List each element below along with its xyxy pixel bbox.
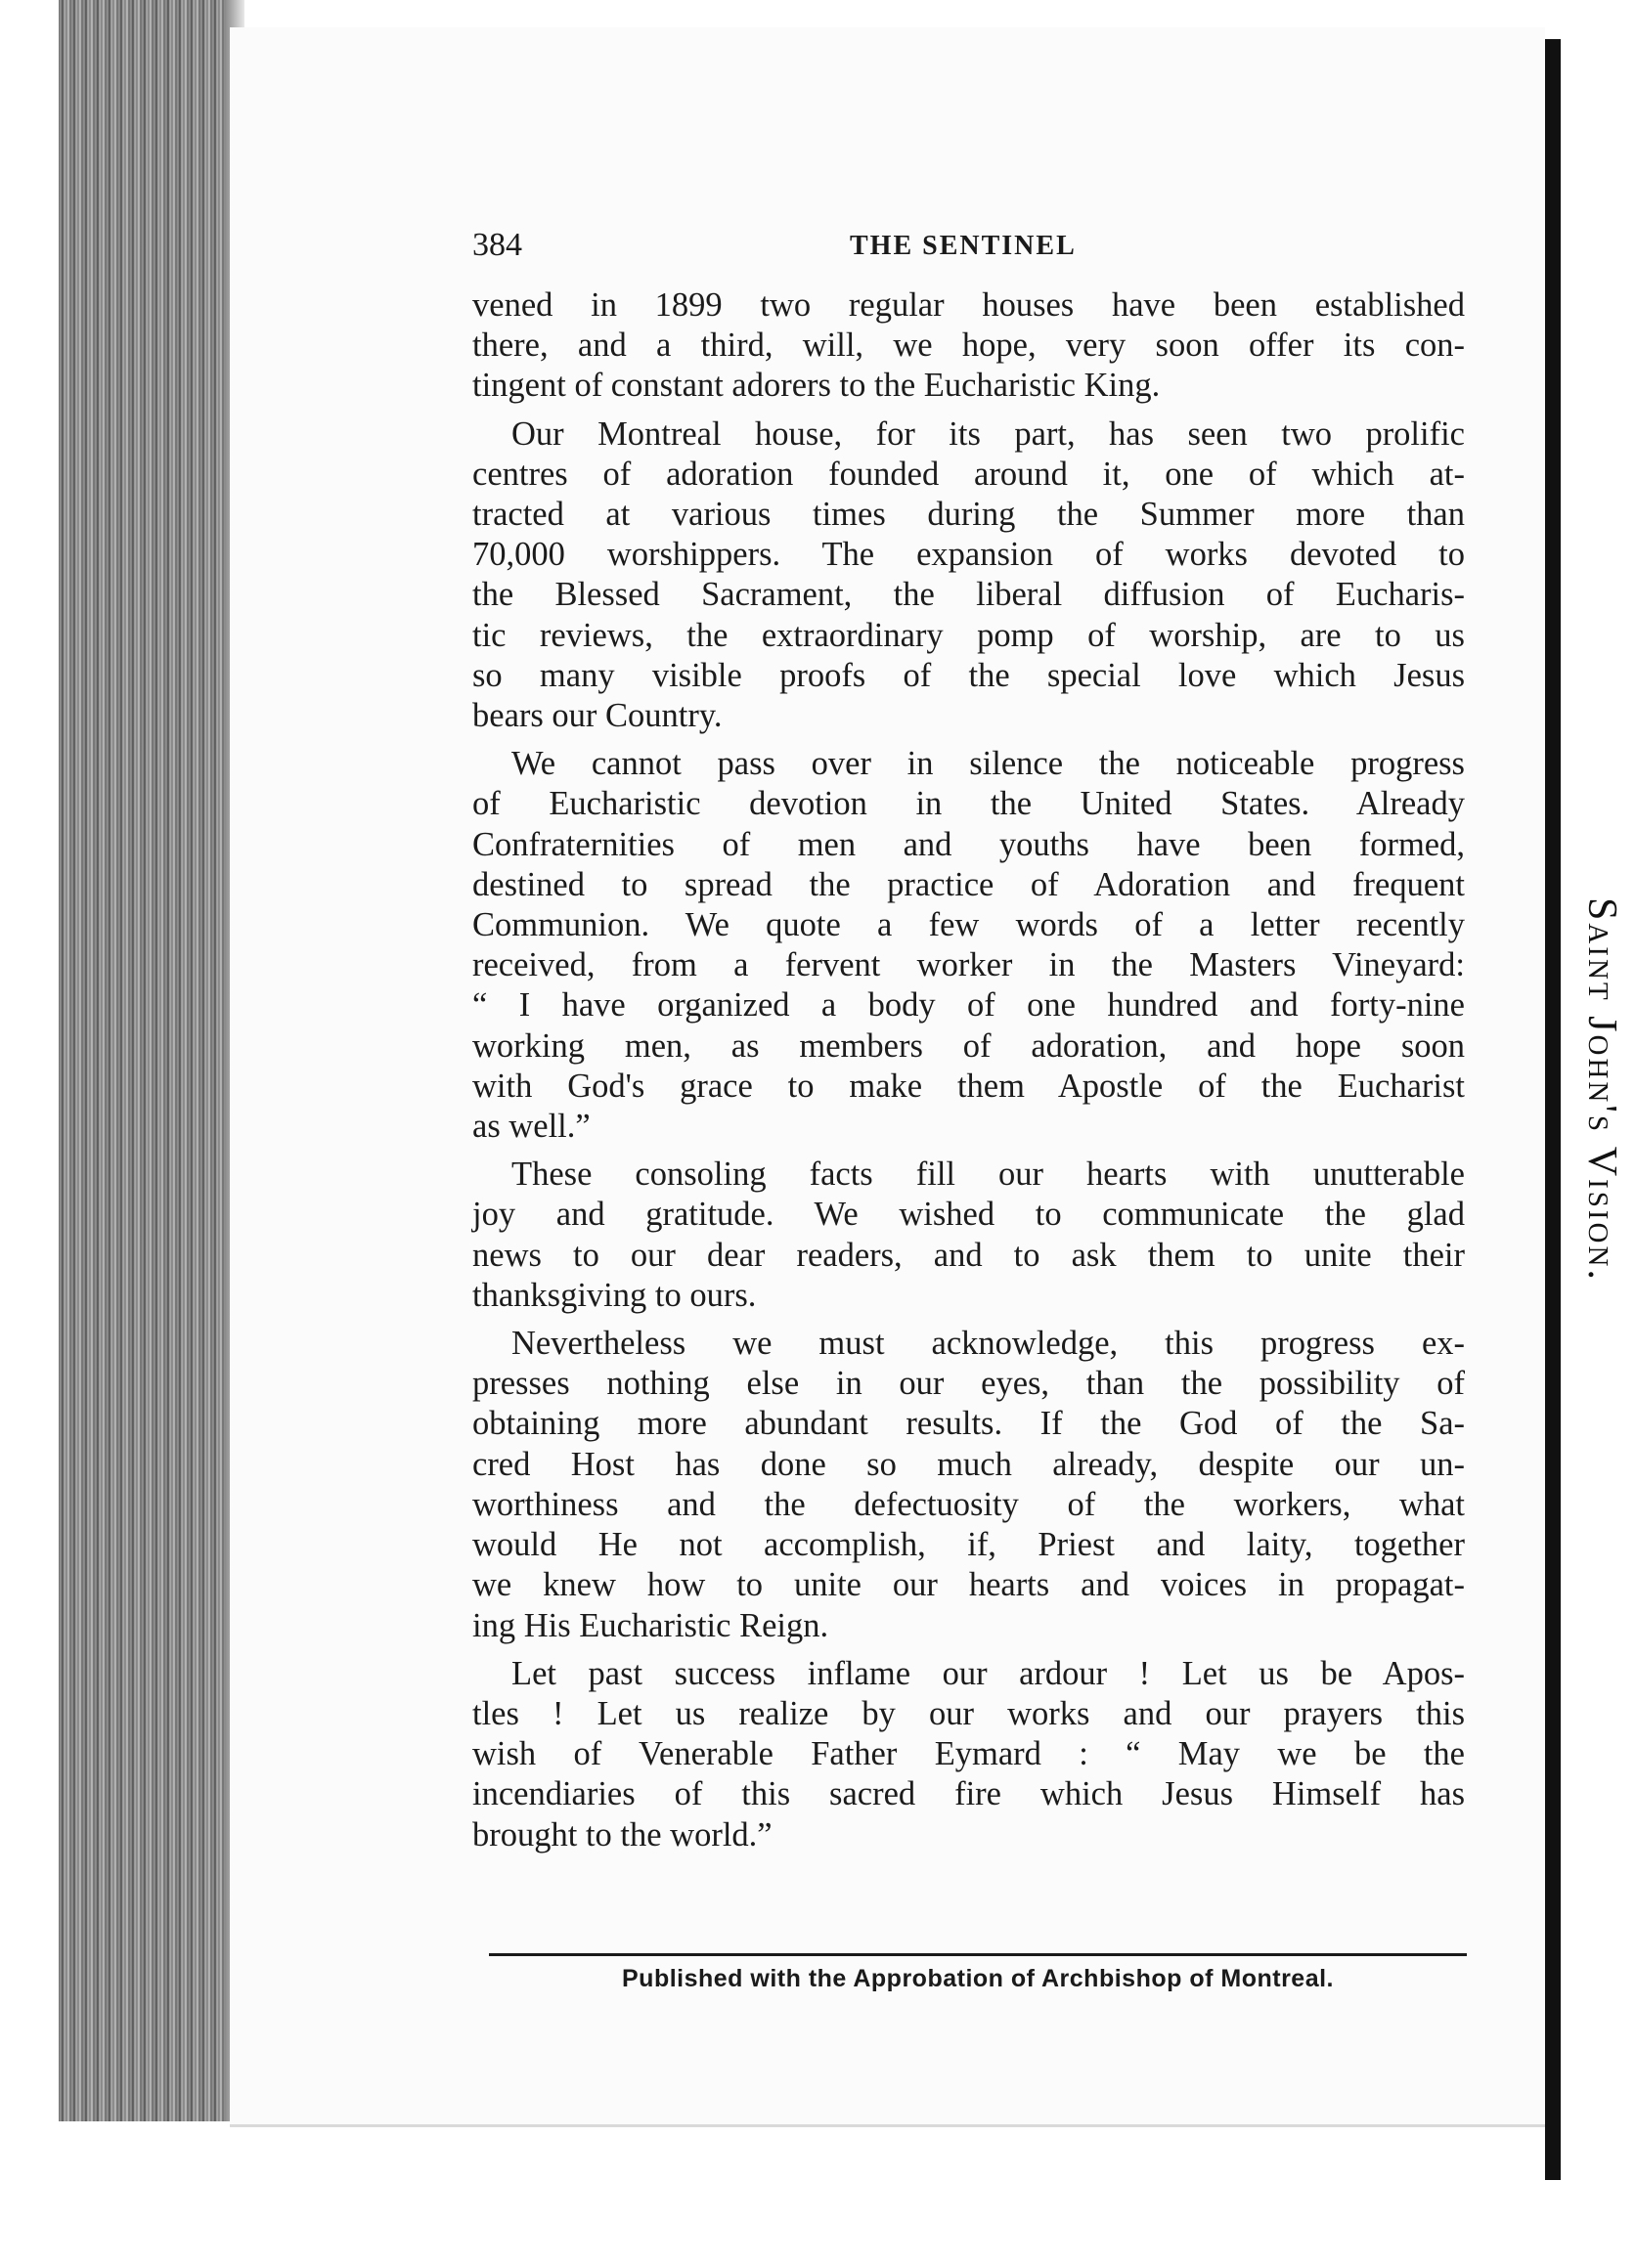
text-line: received, from a fervent worker in the Masters Vineyard: (472, 946, 1465, 984)
text-line: thanksgiving to ours. (472, 1276, 757, 1314)
side-title (1572, 816, 1631, 1364)
paragraph (472, 285, 1465, 407)
text-line: These consoling facts fill our hearts with unutterable (511, 1156, 1465, 1194)
text-line: wish of Venerable Father Eymard : “ May we be the (472, 1735, 1465, 1773)
text-line: would He not accomplish, if, Priest and laity, together (472, 1526, 1465, 1564)
text-line: there, and a third, will, we hope, very soon offer its con- (472, 327, 1465, 365)
text-line: we knew how to unite our hearts and voices in propagat- (472, 1566, 1465, 1604)
text-line: bears our Country. (472, 697, 723, 735)
paragraph (472, 744, 1465, 1147)
text-line: so many visible proofs of the special love which Jesus (472, 656, 1465, 694)
page-number: 384 (472, 227, 522, 263)
text-line: presses nothing else in our eyes, than the possibility of (472, 1365, 1465, 1403)
text-line: working men, as members of adoration, and hope soon (472, 1026, 1465, 1065)
text-line: cred Host has done so much already, despite our un- (472, 1445, 1465, 1483)
text-line: 70,000 worshippers. The expansion of works devoted to (472, 536, 1465, 574)
text-line: Let past success inflame our ardour ! Let us be Apos- (511, 1654, 1465, 1692)
page-edges (59, 0, 244, 2121)
running-title: THE SENTINEL (850, 231, 1077, 261)
text-line: of Eucharistic devotion in the United States. Already (472, 785, 1465, 823)
text-line: with God's grace to make them Apostle of the Eucharist (472, 1067, 1465, 1105)
text-line: ing His Eucharistic Reign. (472, 1606, 829, 1644)
text-line: Communion. We quote a few words of a letter recently (472, 906, 1465, 944)
text-line: brought to the world.” (472, 1815, 773, 1854)
text-line: tles ! Let us realize by our works and our prayers this (472, 1694, 1465, 1732)
footer-rule (489, 1953, 1467, 1956)
text-line: joy and gratitude. We wished to communicate the glad (472, 1196, 1465, 1234)
text-line: the Blessed Sacrament, the liberal diffusion of Eucharis- (472, 576, 1465, 614)
paragraph (472, 1654, 1465, 1855)
paragraph (472, 414, 1465, 737)
text-line: centres of adoration founded around it, one of which at- (472, 455, 1465, 493)
body-text (472, 285, 1465, 1863)
text-line: tic reviews, the extraordinary pomp of worship, are to us (472, 616, 1465, 654)
text-line: news to our dear readers, and to ask them to unite their (472, 1236, 1465, 1274)
text-line: obtaining more abundant results. If the God of the Sa- (472, 1405, 1465, 1443)
text-line: tracted at various times during the Summer more than (472, 496, 1465, 534)
text-line: incendiaries of this sacred fire which Jesus Himself has (472, 1775, 1465, 1813)
text-line: destined to spread the practice of Adoration and frequent (472, 865, 1465, 903)
paragraph (472, 1155, 1465, 1316)
text-line: as well.” (472, 1108, 591, 1146)
text-line: Confraternities of men and youths have been formed, (472, 825, 1465, 863)
side-title-text: Saint John's Vision. (1579, 897, 1624, 1283)
text-line: Nevertheless we must acknowledge, this progress ex- (511, 1325, 1465, 1363)
footer-note: Published with the Approbation of Archbishop of Montreal. (622, 1965, 1334, 1992)
page-header (472, 227, 1465, 266)
paragraph (472, 1324, 1465, 1646)
text-line: tingent of constant adorers to the Eucharistic King. (472, 367, 1161, 405)
text-line: Our Montreal house, for its part, has seen two prolific (511, 414, 1465, 453)
text-line: We cannot pass over in silence the noticeable progress (511, 745, 1465, 783)
text-line: vened in 1899 two regular houses have been established (472, 286, 1465, 324)
text-line: “ I have organized a body of one hundred and forty-nine (472, 986, 1465, 1025)
binding-rule (1545, 39, 1561, 2180)
text-line: worthiness and the defectuosity of the workers, what (472, 1485, 1465, 1523)
